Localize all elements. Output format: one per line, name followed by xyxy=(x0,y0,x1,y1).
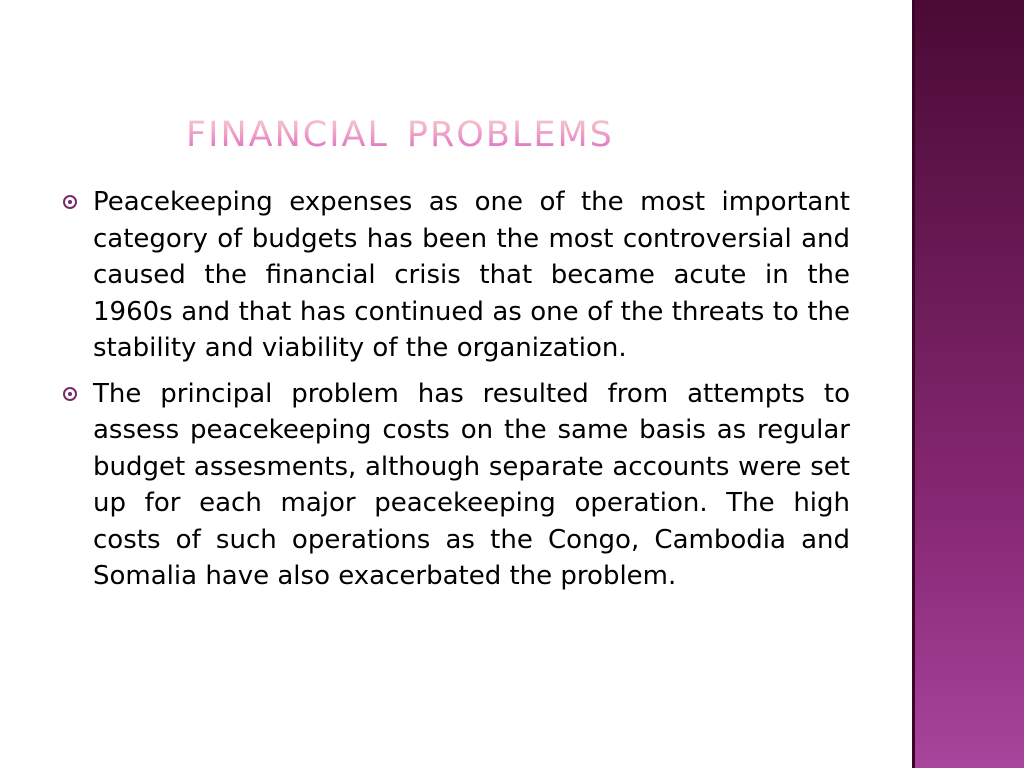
bullet-text: Peacekeeping expenses as one of the most important category of budgets has been the most controversial and caused the financial crisis that became acute in the 1960s and that has continued as one of the threats to the stability and viability of the organization. xyxy=(93,187,850,363)
bullet-text: The principal problem has resulted from attempts to assess peacekeeping costs on the same basis as regular budget assesments, although separate accounts were set up for each major peacekeeping operation. The high costs of such operations as the Congo, Cambodia and Somalia have also exacerbated the problem. xyxy=(93,378,850,591)
slide-title: financial problems xyxy=(186,100,614,158)
circled-dot-icon xyxy=(63,387,77,401)
decorative-side-bar xyxy=(912,0,1024,768)
bullet-item xyxy=(60,376,850,595)
side-bar-edge xyxy=(912,0,915,768)
circled-dot-icon xyxy=(63,195,77,209)
bullet-item xyxy=(60,184,850,367)
bullet-list xyxy=(60,184,850,604)
